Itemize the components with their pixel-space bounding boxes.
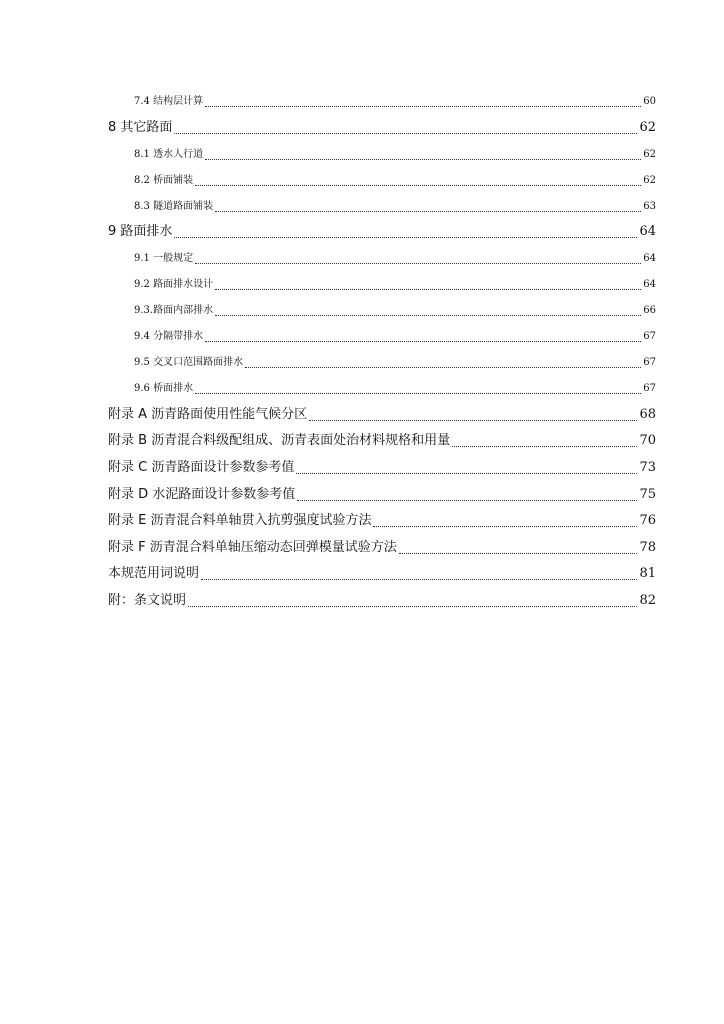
toc-entry-title: 附录 D 水泥路面设计参数参考值 — [108, 486, 296, 502]
toc-entry-title: 9.5 交叉口范围路面排水 — [134, 357, 244, 369]
toc-entry[interactable] — [108, 269, 656, 295]
toc-entry[interactable] — [108, 506, 656, 533]
dot-leader — [205, 105, 641, 107]
toc-entry[interactable] — [108, 295, 656, 321]
toc-entry[interactable] — [108, 399, 656, 426]
toc-entry-title: 8.1 透水人行道 — [134, 148, 204, 160]
dot-leader — [296, 472, 637, 474]
toc-entry[interactable] — [108, 585, 656, 612]
dot-leader — [452, 445, 637, 447]
toc-entry-page: 63 — [643, 200, 656, 212]
toc-entry-page: 62 — [639, 119, 656, 135]
toc-entry-title: 9 路面排水 — [108, 224, 173, 240]
dot-leader — [215, 210, 641, 212]
dot-leader — [245, 366, 641, 368]
toc-entry-title: 附录 F 沥青混合料单轴压缩动态回弹模量试验方法 — [108, 539, 397, 555]
toc-entry-page: 67 — [643, 331, 656, 343]
toc-entry-title: 9.2 路面排水设计 — [134, 279, 214, 291]
toc-entry[interactable] — [108, 452, 656, 479]
dot-leader — [205, 340, 641, 342]
dot-leader — [373, 525, 637, 527]
toc-entry-title: 7.4 结构层计算 — [134, 96, 204, 107]
toc-entry-page: 64 — [643, 279, 656, 291]
toc-entry-title: 9.1 一般规定 — [134, 253, 194, 265]
toc-entry-page: 78 — [639, 539, 656, 555]
toc-entry-title: 9.4 分隔带排水 — [134, 331, 204, 343]
dot-leader — [201, 578, 637, 580]
toc-entry[interactable] — [108, 165, 656, 191]
dot-leader — [215, 288, 641, 290]
dot-leader — [195, 184, 641, 186]
toc-entry-page: 70 — [639, 433, 656, 449]
toc-entry-page: 67 — [643, 357, 656, 369]
toc-entry-page: 75 — [639, 486, 656, 502]
toc-entry-title: 8 其它路面 — [108, 119, 173, 135]
dot-leader — [399, 552, 638, 554]
toc-entry[interactable] — [108, 479, 656, 506]
toc-entry-page: 66 — [643, 305, 656, 317]
dot-leader — [195, 392, 641, 394]
toc-entry[interactable] — [108, 243, 656, 269]
toc-entry-page: 76 — [639, 513, 656, 529]
toc-entry-title: 附录 E 沥青混合料单轴贯入抗剪强度试验方法 — [108, 513, 372, 529]
table-of-contents — [108, 86, 656, 612]
dot-leader — [174, 132, 637, 134]
toc-entry-page: 82 — [639, 592, 656, 608]
toc-entry-title: 9.6 桥面排水 — [134, 383, 194, 395]
toc-entry-title: 附录 C 沥青路面设计参数参考值 — [108, 459, 295, 475]
toc-entry[interactable] — [108, 426, 656, 453]
toc-entry-page: 62 — [643, 148, 656, 160]
toc-entry-title: 附：条文说明 — [108, 592, 187, 608]
toc-entry-title: 8.2 桥面铺装 — [134, 174, 194, 186]
dot-leader — [188, 605, 637, 607]
toc-entry[interactable] — [108, 559, 656, 586]
toc-entry[interactable] — [108, 86, 656, 112]
toc-entry[interactable] — [108, 191, 656, 217]
toc-entry-title: 附录 A 沥青路面使用性能气候分区 — [108, 406, 308, 422]
toc-entry-title: 8.3 隧道路面铺装 — [134, 200, 214, 212]
dot-leader — [205, 158, 641, 160]
toc-entry[interactable] — [108, 321, 656, 347]
toc-entry-title: 附录 B 沥青混合料级配组成、沥青表面处治材料规格和用量 — [108, 433, 451, 449]
toc-entry[interactable] — [108, 217, 656, 244]
toc-entry-page: 73 — [639, 459, 656, 475]
dot-leader — [309, 419, 637, 421]
toc-entry[interactable] — [108, 373, 656, 399]
dot-leader — [297, 499, 637, 501]
toc-entry[interactable] — [108, 532, 656, 559]
toc-entry-page: 68 — [639, 406, 656, 422]
toc-entry-page: 64 — [639, 224, 656, 240]
toc-entry-page: 62 — [643, 174, 656, 186]
toc-entry-page: 60 — [643, 96, 656, 107]
toc-entry[interactable] — [108, 112, 656, 139]
toc-entry[interactable] — [108, 139, 656, 165]
toc-entry-title: 9.3.路面内部排水 — [134, 305, 214, 317]
toc-entry[interactable] — [108, 347, 656, 373]
toc-entry-title: 本规范用词说明 — [108, 566, 200, 582]
toc-entry-page: 81 — [639, 566, 656, 582]
dot-leader — [174, 236, 637, 238]
toc-entry-page: 67 — [643, 383, 656, 395]
dot-leader — [215, 314, 641, 316]
toc-entry-page: 64 — [643, 253, 656, 265]
dot-leader — [195, 262, 641, 264]
